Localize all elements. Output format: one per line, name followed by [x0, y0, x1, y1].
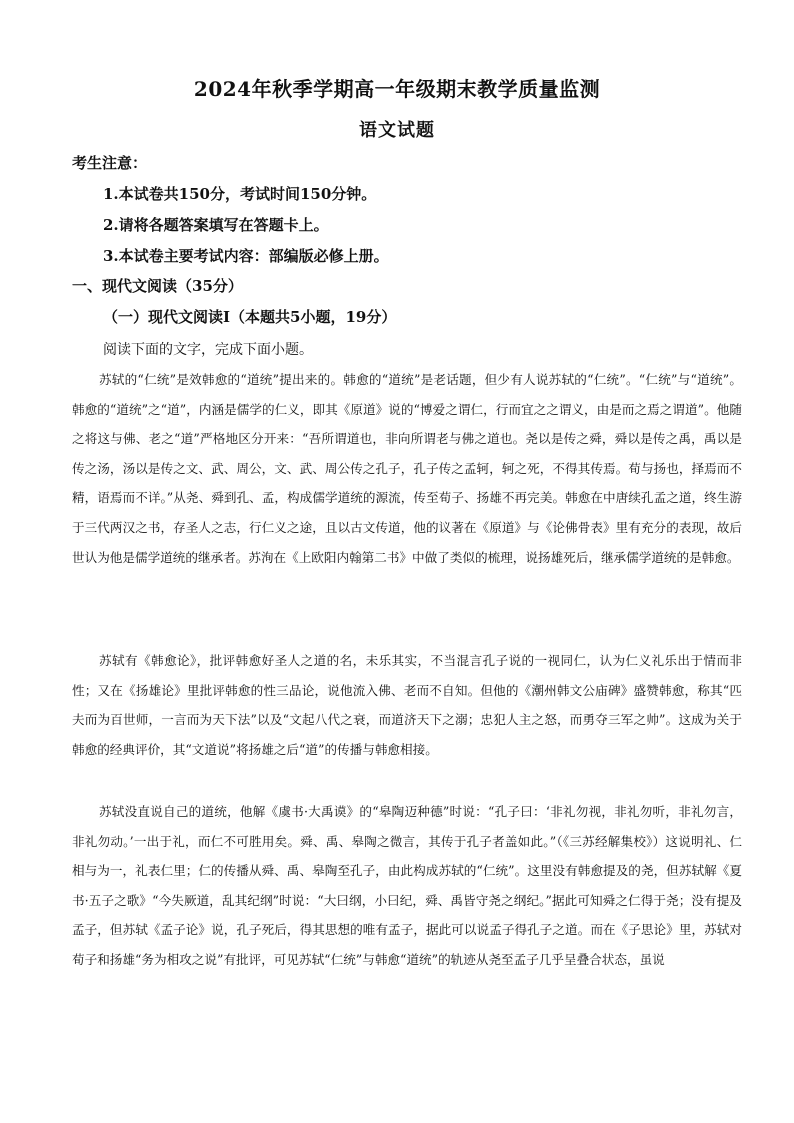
passage-paragraph-2 [72, 646, 742, 764]
passage-paragraph-1-text: 苏轼的“仁统”是效韩愈的“道统”提出来的。韩愈的“道统”是老话题，但少有人说苏轼的“仁统”。“仁统”与“道统”。韩愈的“道统”之“道”，内涵是儒学的仁义，即其《原道》说的“博爱之谓仁，行而宜之之谓义，由是而之焉之谓道”。他随之将这与佛、老之“道”严格地区分开来：“吾所谓道也，非向所谓老与佛之道也。尧以是传之舜，舜以是传之禹，禹以是传之汤，汤以是传之文、武、周公，文、武、周公传之孔子，孔子传之孟轲，轲之死，不得其传焉。荀与扬也，择焉而不精，语焉而不详。”从尧、舜到孔、孟，构成儒学道统的源流，传至荀子、扬雄不再完美。韩愈在中唐续孔孟之道，终生游于三代两汉之书，存圣人之志，行仁义之途，且以古文传道，他的议著在《原道》与《论佛骨表》里有充分的表现，故后世认为他是儒学道统的继承者。苏洵在《上欧阳内翰第二书》中做了类似的梳理，说扬雄死后，继承儒学道统的是韩愈。 [72, 372, 742, 565]
passage-paragraph-3-text: 苏轼没直说自己的道统，他解《虞书·大禹谟》的“皋陶迈种德”时说：“孔子曰：‘非礼勿视，非礼勿听，非礼勿言，非礼勿动。’一出于礼，而仁不可胜用矣。舜、禹、皋陶之微言，其传于孔子者盖如此。”（《三苏经解集校》）这说明礼、仁相与为一，礼表仁里；仁的传播从舜、禹、皋陶至孔子，由此构成苏轼的“仁统”。这里没有韩愈提及的尧，但苏轼解《夏书·五子之歌》“今失厥道，乱其纪纲”时说：“大曰纲，小曰纪，舜、禹皆守尧之纲纪。”据此可知舜之仁得于尧；没有提及孟子，但苏轼《孟子论》说，孔子死后，得其思想的唯有孟子，据此可以说孟子得孔子之道。而在《子思论》里，苏轼对荀子和扬雄“务为相攻之说”有批评，可见苏轼“仁统”与韩愈“道统”的轨迹从尧至孟子几乎呈叠合状态，虽说 [72, 804, 742, 967]
notice-heading: 考生注意： [72, 154, 148, 172]
passage-paragraph-2-text: 苏轼有《韩愈论》，批评韩愈好圣人之道的名，未乐其实，不当混言孔子说的一视同仁，认为仁义礼乐出于情而非性；又在《扬雄论》里批评韩愈的性三品论，说他流入佛、老而不自知。但他的《潮州韩文公庙碑》盛赞韩愈，称其“匹夫而为百世师，一言而为天下法”以及“文起八代之衰，而道济天下之溺；忠犯人主之怒，而勇夺三军之帅”。这成为关于韩愈的经典评价，其“文道说”将扬雄之后“道”的传播与韩愈相接。 [72, 653, 742, 757]
passage-paragraph-3 [72, 797, 742, 975]
exam-title: 2024年秋季学期高一年级期末教学质量监测 [193, 77, 601, 101]
exam-subtitle: 语文试题 [359, 120, 435, 141]
passage-paragraph-1 [72, 365, 742, 572]
section-heading: 一、现代文阅读（35分） [72, 277, 243, 295]
section-subheading: （一）现代文阅读Ⅰ（本题共5小题，19分） [103, 308, 397, 326]
reading-instruction: 阅读下面的文字，完成下面小题。 [103, 342, 313, 358]
notice-item-2: 2.请将各题答案填写在答题卡上。 [103, 216, 329, 234]
notice-item-1: 1.本试卷共150分，考试时间150分钟。 [103, 185, 377, 203]
notice-item-3: 3.本试卷主要考试内容：部编版必修上册。 [103, 247, 389, 265]
